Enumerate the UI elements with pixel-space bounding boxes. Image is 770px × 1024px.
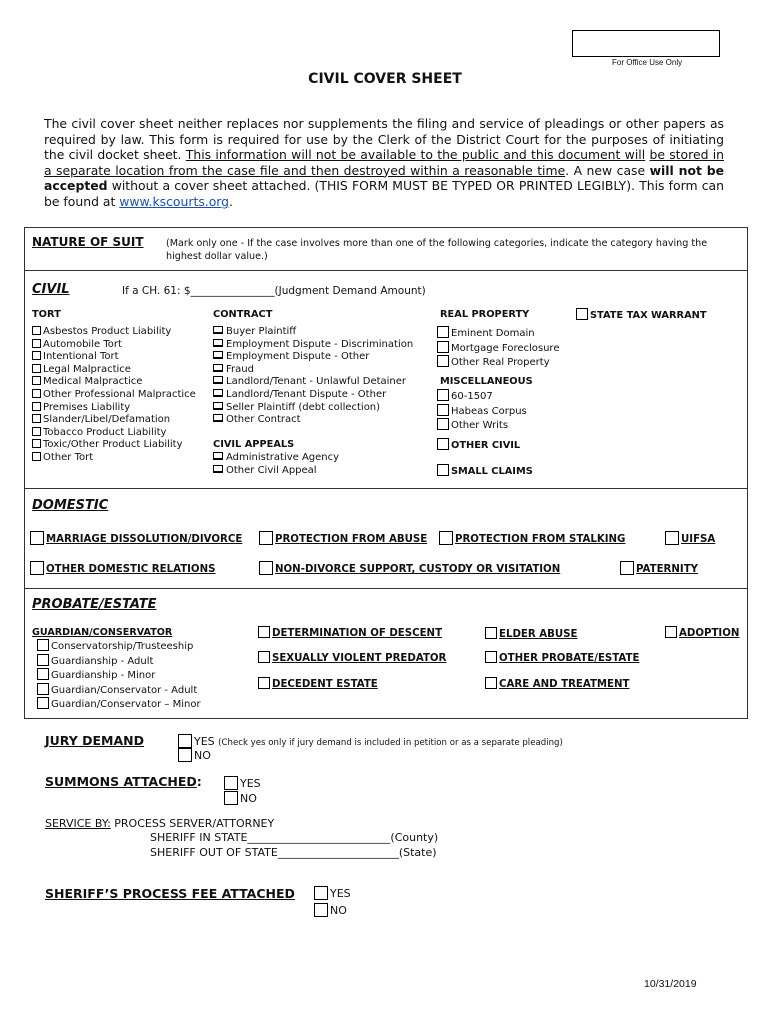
checkbox[interactable] xyxy=(37,683,49,695)
probate-option-decedent[interactable]: DECEDENT ESTATE xyxy=(258,677,378,690)
small-claims-option[interactable]: SMALL CLAIMS xyxy=(437,464,533,477)
real-property-label: REAL PROPERTY xyxy=(440,309,530,320)
contract-item[interactable]: Fraud xyxy=(213,364,413,377)
checkbox[interactable] xyxy=(314,886,328,900)
tort-item[interactable]: Premises Liability xyxy=(32,402,196,415)
form-date: 10/31/2019 xyxy=(644,978,697,990)
checkbox[interactable] xyxy=(213,326,223,334)
intro-text-1: The civil cover sheet neither replaces nor supplements the filing and service of pleadings or other papers as required by law. This form is required for use by the Clerk of the District Court for the purposes of initiating the civil docket sheet. xyxy=(44,116,724,163)
contract-item[interactable]: Employment Dispute - Other xyxy=(213,351,413,364)
domestic-option-stalking[interactable]: PROTECTION FROM STALKING xyxy=(439,531,625,545)
checkbox[interactable] xyxy=(224,776,238,790)
probate-option-care[interactable]: CARE AND TREATMENT xyxy=(485,677,630,690)
checkbox[interactable] xyxy=(437,438,449,450)
appeal-item[interactable]: Administrative Agency xyxy=(213,452,339,465)
divider-civil xyxy=(24,488,748,489)
tort-label: TORT xyxy=(32,309,61,320)
checkbox[interactable] xyxy=(213,402,223,410)
checkbox[interactable] xyxy=(665,626,677,638)
checkbox[interactable] xyxy=(32,389,41,398)
office-use-box[interactable] xyxy=(572,30,720,57)
checkbox[interactable] xyxy=(258,677,270,689)
service-by-label: SERVICE BY: xyxy=(45,817,111,830)
domestic-option-divorce[interactable]: MARRIAGE DISSOLUTION/DIVORCE xyxy=(30,531,242,545)
intro-text-8: . xyxy=(229,193,233,209)
process-fee-heading: SHERIFF’S PROCESS FEE ATTACHED xyxy=(45,886,295,901)
domestic-option-other[interactable]: OTHER DOMESTIC RELATIONS xyxy=(30,561,215,575)
contract-label: CONTRACT xyxy=(213,309,273,320)
probate-option-other[interactable]: OTHER PROBATE/ESTATE xyxy=(485,651,639,664)
probate-option-descent[interactable]: DETERMINATION OF DESCENT xyxy=(258,626,442,639)
checkbox[interactable] xyxy=(576,308,588,320)
checkbox[interactable] xyxy=(485,677,497,689)
contract-item[interactable]: Landlord/Tenant - Unlawful Detainer xyxy=(213,376,413,389)
checkbox[interactable] xyxy=(437,389,449,401)
checkbox[interactable] xyxy=(213,465,223,473)
guardian-label: GUARDIAN/CONSERVATOR xyxy=(32,627,173,638)
checkbox[interactable] xyxy=(37,697,49,709)
checkbox[interactable] xyxy=(213,351,223,359)
ch61-demand: If a CH. 61: $________________(Judgment Demand Amount) xyxy=(122,285,426,297)
checkbox[interactable] xyxy=(259,531,273,545)
checkbox[interactable] xyxy=(485,627,497,639)
tort-item[interactable]: Other Professional Malpractice xyxy=(32,389,196,402)
checkbox[interactable] xyxy=(213,389,223,397)
intro-text-5: . A new case xyxy=(565,162,650,178)
guardian-item[interactable]: Guardianship - Adult xyxy=(37,654,201,669)
checkbox[interactable] xyxy=(258,651,270,663)
divider-nature xyxy=(24,270,748,271)
sheriff-out-of-state[interactable]: SHERIFF OUT OF STATE______________________(State) xyxy=(150,846,437,859)
contract-item[interactable]: Seller Plaintiff (debt collection) xyxy=(213,402,413,415)
domestic-option-abuse[interactable]: PROTECTION FROM ABUSE xyxy=(259,531,427,545)
checkbox[interactable] xyxy=(32,351,41,360)
summons-no-option[interactable]: NO xyxy=(224,791,257,805)
checkbox[interactable] xyxy=(437,418,449,430)
checkbox[interactable] xyxy=(213,339,223,347)
probate-option-adoption[interactable]: ADOPTION xyxy=(665,626,739,639)
jury-no-option[interactable]: NO xyxy=(178,748,211,762)
checkbox[interactable] xyxy=(32,339,41,348)
domestic-heading: DOMESTIC xyxy=(32,498,109,513)
checkbox[interactable] xyxy=(439,531,453,545)
checkbox[interactable] xyxy=(178,734,192,748)
probate-heading: PROBATE/ESTATE xyxy=(32,597,157,612)
checkbox[interactable] xyxy=(30,561,44,575)
checkbox[interactable] xyxy=(213,452,223,460)
fee-no-option[interactable]: NO xyxy=(314,903,347,917)
intro-text-6: will not be accepted xyxy=(44,162,724,194)
domestic-option-uifsa[interactable]: UIFSA xyxy=(665,531,715,545)
checkbox[interactable] xyxy=(258,626,270,638)
guardian-item[interactable]: Conservatorship/Trusteeship xyxy=(37,639,201,654)
real-property-item[interactable]: Other Real Property xyxy=(437,355,559,370)
summons-yes-option[interactable]: YES xyxy=(224,776,261,790)
misc-item[interactable]: Other Writs xyxy=(437,418,527,433)
checkbox[interactable] xyxy=(665,531,679,545)
checkbox[interactable] xyxy=(259,561,273,575)
intro-text-4: be stored in a separate location from the case file and then destroyed within a reasonable time xyxy=(44,147,725,178)
checkbox[interactable] xyxy=(314,903,328,917)
intro-text-2: This information will not be available to the public and this document will xyxy=(185,147,646,163)
civil-appeals-label: CIVIL APPEALS xyxy=(213,439,295,450)
checkbox[interactable] xyxy=(224,791,238,805)
guardian-item[interactable]: Guardian/Conservator - Adult xyxy=(37,683,201,698)
tort-item[interactable]: Slander/Libel/Defamation xyxy=(32,414,196,427)
contract-item[interactable]: Landlord/Tenant Dispute - Other xyxy=(213,389,413,402)
probate-option-elder-abuse[interactable]: ELDER ABUSE xyxy=(485,627,577,640)
checkbox[interactable] xyxy=(32,402,41,411)
guardian-item[interactable]: Guardian/Conservator – Minor xyxy=(37,697,201,712)
sheriff-in-state[interactable]: SHERIFF IN STATE__________________________(County) xyxy=(150,831,439,844)
contract-list xyxy=(213,326,413,427)
contract-item[interactable]: Buyer Plaintiff xyxy=(213,326,413,339)
appeal-item[interactable]: Other Civil Appeal xyxy=(213,465,339,478)
civil-appeals-list xyxy=(213,452,339,477)
guardian-item[interactable]: Guardianship - Minor xyxy=(37,668,201,683)
tort-item[interactable]: Intentional Tort xyxy=(32,351,196,364)
checkbox[interactable] xyxy=(37,639,49,651)
process-server-text: PROCESS SERVER/ATTORNEY xyxy=(110,817,275,830)
contract-item[interactable]: Other Contract xyxy=(213,414,413,427)
real-property-list xyxy=(437,326,559,370)
checkbox[interactable] xyxy=(37,654,49,666)
civil-heading: CIVIL xyxy=(32,282,70,297)
checkbox[interactable] xyxy=(30,531,44,545)
divider-domestic xyxy=(24,588,748,589)
jury-yes-option[interactable]: YES (Check yes only if jury demand is included in petition or as a separate pleading) xyxy=(178,734,563,748)
checkbox[interactable] xyxy=(437,355,449,367)
misc-item[interactable]: Habeas Corpus xyxy=(437,404,527,419)
probate-option-svp[interactable]: SEXUALLY VIOLENT PREDATOR xyxy=(258,651,446,664)
checkbox[interactable] xyxy=(32,439,41,448)
state-tax-warrant-option[interactable]: STATE TAX WARRANT xyxy=(576,308,707,321)
other-civil-option[interactable]: OTHER CIVIL xyxy=(437,438,520,451)
service-by-line xyxy=(45,817,274,830)
tort-item[interactable]: Automobile Tort xyxy=(32,339,196,352)
office-use-label: For Office Use Only xyxy=(612,58,683,67)
fee-yes-option[interactable]: YES xyxy=(314,886,351,900)
checkbox[interactable] xyxy=(32,376,41,385)
tort-item[interactable]: Tobacco Product Liability xyxy=(32,427,196,440)
tort-item[interactable]: Asbestos Product Liability xyxy=(32,326,196,339)
checkbox[interactable] xyxy=(437,464,449,476)
kscourts-link[interactable]: www.kscourts.org xyxy=(119,193,230,209)
tort-item[interactable]: Other Tort xyxy=(32,452,196,465)
tort-item[interactable]: Legal Malpractice xyxy=(32,364,196,377)
checkbox[interactable] xyxy=(620,561,634,575)
misc-label: MISCELLANEOUS xyxy=(440,376,533,387)
jury-demand-heading: JURY DEMAND xyxy=(45,733,145,748)
tort-list xyxy=(32,326,196,465)
summons-heading: SUMMONS ATTACHED: xyxy=(45,774,202,789)
checkbox[interactable] xyxy=(178,748,192,762)
real-property-item[interactable]: Mortgage Foreclosure xyxy=(437,341,559,356)
tort-item[interactable]: Toxic/Other Product Liability xyxy=(32,439,196,452)
misc-list xyxy=(437,389,527,433)
page-title: CIVIL COVER SHEET xyxy=(308,71,462,87)
jury-note: (Check yes only if jury demand is included in petition or as a separate pleading) xyxy=(218,738,563,748)
intro-paragraph xyxy=(44,116,724,210)
checkbox[interactable] xyxy=(485,651,497,663)
real-property-item[interactable]: Eminent Domain xyxy=(437,326,559,341)
checkbox[interactable] xyxy=(32,414,41,423)
checkbox[interactable] xyxy=(213,414,223,422)
nature-of-suit-note: (Mark only one - If the case involves more than one of the following categories, indicate the category having the highest dollar value.) xyxy=(166,238,708,262)
checkbox[interactable] xyxy=(437,341,449,353)
misc-item[interactable]: 60-1507 xyxy=(437,389,527,404)
domestic-option-paternity[interactable]: PATERNITY xyxy=(620,561,698,575)
checkbox[interactable] xyxy=(32,427,41,436)
checkbox[interactable] xyxy=(32,326,41,335)
intro-text-7: without a cover sheet attached. (THIS FORM MUST BE TYPED OR PRINTED LEGIBLY). This form can be found at xyxy=(44,178,724,209)
checkbox[interactable] xyxy=(32,364,41,373)
checkbox[interactable] xyxy=(213,376,223,384)
tort-item[interactable]: Medical Malpractice xyxy=(32,376,196,389)
checkbox[interactable] xyxy=(437,326,449,338)
domestic-option-non-divorce[interactable]: NON-DIVORCE SUPPORT, CUSTODY OR VISITATION xyxy=(259,561,560,575)
nature-of-suit-heading: NATURE OF SUIT xyxy=(32,235,144,249)
checkbox[interactable] xyxy=(32,452,41,461)
checkbox[interactable] xyxy=(37,668,49,680)
contract-item[interactable]: Employment Dispute - Discrimination xyxy=(213,339,413,352)
checkbox[interactable] xyxy=(437,404,449,416)
checkbox[interactable] xyxy=(213,364,223,372)
guardian-list xyxy=(37,639,201,712)
